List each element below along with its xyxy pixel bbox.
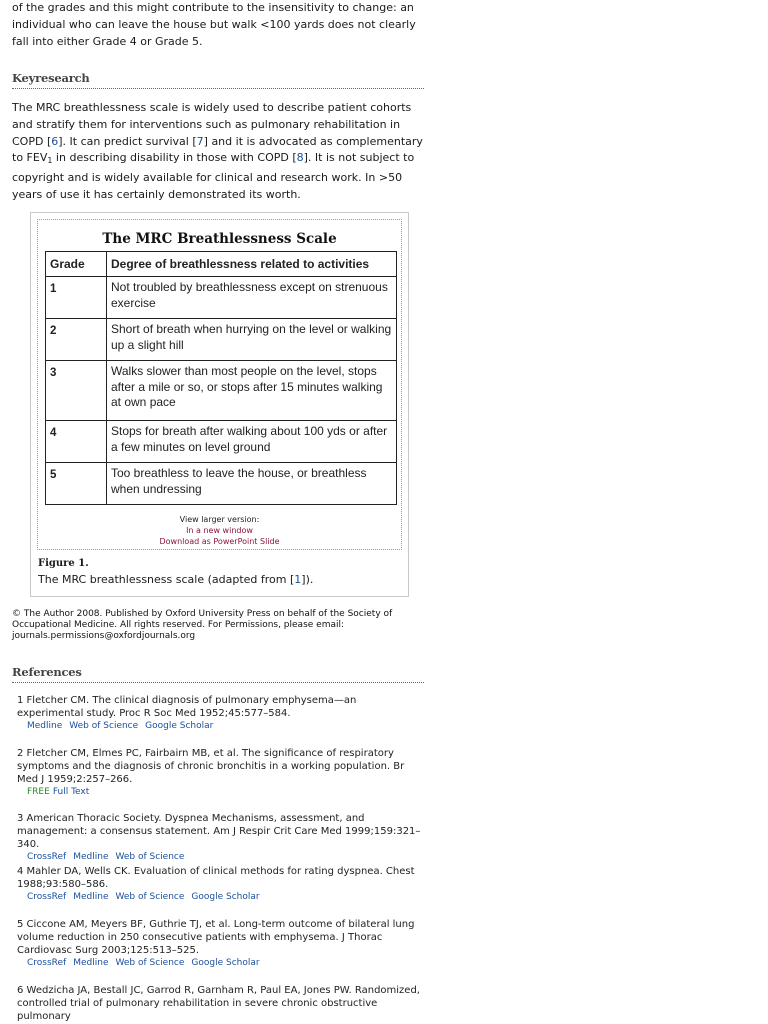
section-heading: References: [12, 665, 424, 683]
table-row: [46, 463, 397, 505]
key-research-section: [12, 71, 424, 204]
citation-link[interactable]: 6: [51, 134, 59, 148]
text-run: in describing disability in those with COPD [: [52, 151, 297, 165]
text-run: ]. It is not subject to copyright and is widely available for clinical and research work. In >50 years of use it has certainly demonstrated its worth.: [12, 151, 415, 201]
intro-line: fall into either Grade 4 or Grade 5.: [12, 34, 203, 48]
description-cell: Too breathless to leave the house, or breathless when undressing: [107, 463, 397, 505]
mrc-scale-table: [45, 251, 397, 505]
reference-text: 6 Wedzicha JA, Bestall JC, Garrod R, Garnham R, Paul EA, Jones PW. Randomized, controlled trial of pulmonary rehabilitation in severe chronic obstructive pulmonary: [17, 985, 420, 1022]
reference-link-crossref[interactable]: CrossRef: [27, 892, 67, 902]
table-row: [46, 319, 397, 361]
reference-link-crossref[interactable]: CrossRef: [27, 958, 67, 968]
copyright-notice: © The Author 2008. Published by Oxford University Press on behalf of the Society of Occupational Medicine. All rights reserved. For Permissions, please email: journals.permissions@oxfordjournals.org: [12, 609, 393, 641]
reference-link-google-scholar[interactable]: Google Scholar: [191, 892, 260, 902]
reference-text: 4 Mahler DA, Wells CK. Evaluation of clinical methods for rating dyspnea. Chest 1988;93:580–586.: [17, 866, 415, 890]
figure-title: The MRC Breathlessness Scale: [102, 231, 337, 247]
section-heading: Keyresearch: [12, 71, 424, 89]
text-run: The MRC breathlessness scale is widely used to describe patient cohorts and stratify them for interventions such as pulmonary rehabilitation in COPD [: [12, 101, 412, 148]
reference-item: [17, 865, 422, 904]
grade-cell: 1: [46, 277, 107, 319]
description-cell: Stops for breath after walking about 100 yds or after a few minutes on level ground: [107, 421, 397, 463]
caption-text: ]).: [301, 573, 314, 586]
table-header-row: [46, 252, 397, 277]
column-header-degree: Degree of breathlessness related to activities: [107, 252, 397, 277]
references-section: [12, 665, 424, 683]
reference-link-medline[interactable]: Medline: [73, 958, 109, 968]
table-row: [46, 361, 397, 421]
grade-cell: 3: [46, 361, 107, 421]
reference-link-medline[interactable]: Medline: [73, 852, 109, 862]
table-row: [46, 421, 397, 463]
figure-caption: [38, 555, 313, 588]
reference-text: 3 American Thoracic Society. Dyspnea Mechanisms, assessment, and management: a consensus statement. Am J Respir Crit Care Med 1999;159:321–340.: [17, 813, 421, 850]
citation-link[interactable]: 1: [294, 573, 302, 586]
figure-links: [38, 514, 401, 547]
citation-link[interactable]: 7: [196, 134, 204, 148]
description-cell: Not troubled by breathlessness except on strenuous exercise: [107, 277, 397, 319]
reference-item: [17, 812, 422, 864]
reference-item: [17, 984, 422, 1023]
reference-link-crossref[interactable]: CrossRef: [27, 852, 67, 862]
citation-link[interactable]: 8: [296, 151, 304, 165]
reference-links: [17, 851, 422, 864]
figure-label: Figure 1.: [38, 558, 89, 569]
grade-cell: 4: [46, 421, 107, 463]
reference-link-google-scholar[interactable]: Google Scholar: [191, 958, 260, 968]
figure-image[interactable]: [37, 219, 402, 550]
download-powerpoint-link[interactable]: Download as PowerPoint Slide: [159, 537, 280, 546]
table-row: [46, 277, 397, 319]
caption-text: The MRC breathlessness scale (adapted from [: [38, 573, 295, 586]
grade-cell: 2: [46, 319, 107, 361]
reference-item: [17, 747, 422, 799]
reference-link-medline[interactable]: Medline: [73, 892, 109, 902]
reference-links: [17, 891, 422, 904]
intro-line: individual who can leave the house but walk <100 yards does not clearly: [12, 17, 416, 31]
reference-link-full-text[interactable]: Full Text: [52, 787, 90, 797]
text-run: ]. It can predict survival [: [58, 134, 197, 148]
reference-link-medline[interactable]: Medline: [27, 721, 63, 731]
grade-cell: 5: [46, 463, 107, 505]
key-research-paragraph: [12, 100, 424, 204]
reference-item: [17, 694, 422, 733]
reference-link-web-of-science[interactable]: Web of Science: [69, 721, 139, 731]
description-cell: Walks slower than most people on the level, stops after a mile or so, or stops after 15 minutes walking at own pace: [107, 361, 397, 421]
reference-links: [17, 720, 422, 733]
reference-link-web-of-science[interactable]: Web of Science: [115, 852, 185, 862]
free-label[interactable]: FREE: [27, 787, 50, 797]
open-new-window-link[interactable]: In a new window: [186, 526, 253, 535]
reference-item: [17, 918, 422, 970]
intro-paragraph: [12, 0, 424, 50]
reference-links: [17, 957, 422, 970]
reference-links: [17, 786, 422, 799]
reference-link-web-of-science[interactable]: Web of Science: [115, 958, 185, 968]
reference-text: 2 Fletcher CM, Elmes PC, Fairbairn MB, et al. The significance of respiratory symptoms and the diagnosis of chronic bronchitis in a working population. Br Med J 1959;2:257–266.: [17, 748, 405, 785]
reference-text: 5 Ciccone AM, Meyers BF, Guthrie TJ, et al. Long-term outcome of bilateral lung volume reduction in 250 consecutive patients with emphysema. J Thorac Cardiovasc Surg 2003;125:513–525.: [17, 919, 415, 956]
figure-box: [30, 212, 409, 597]
intro-line: of the grades and this might contribute to the insensitivity to change: an: [12, 1, 414, 14]
description-cell: Short of breath when hurrying on the level or walking up a slight hill: [107, 319, 397, 361]
reference-text: 1 Fletcher CM. The clinical diagnosis of pulmonary emphysema—an experimental study. Proc R Soc Med 1952;45:577–584.: [17, 695, 357, 719]
subscript: 1: [47, 156, 53, 166]
reference-link-web-of-science[interactable]: Web of Science: [115, 892, 185, 902]
column-header-grade: Grade: [46, 252, 107, 277]
text-run: ] and it is advocated as complementary to FEV: [12, 134, 423, 165]
reference-link-google-scholar[interactable]: Google Scholar: [145, 721, 214, 731]
table-body: [46, 277, 397, 505]
view-larger-label: View larger version:: [179, 515, 260, 524]
